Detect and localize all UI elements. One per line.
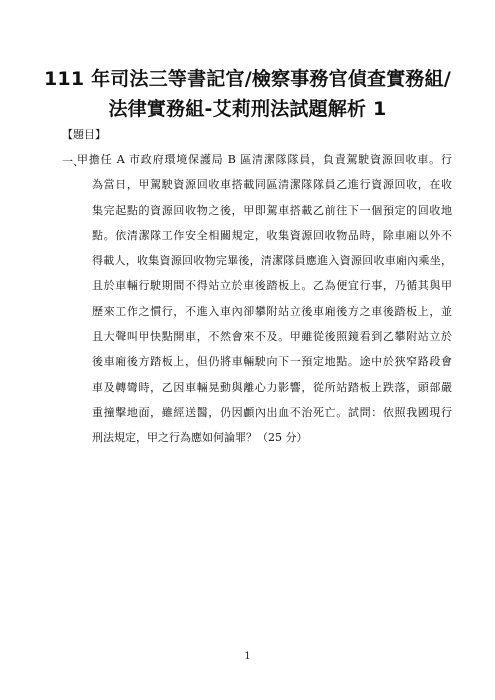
question-line: 點。依清潔隊工作安全相關規定，收集資源回收物品時，除車廂以外不	[92, 228, 452, 242]
question-line: 且大聲叫甲快點開車，不然會來不及。甲雖從後照鏡看到乙攀附站立於	[92, 330, 452, 344]
page-number: 1	[244, 651, 251, 662]
question-line: 得載人，收集資源回收物完畢後，清潔隊員應進入資源回收車廂內乘坐，	[92, 254, 452, 268]
question-line: 歷來工作之慣行，不進入車內卻攀附站立後車廂後方之車後踏板上，並	[92, 304, 452, 318]
question-line: 車及轉彎時，乙因車輛晃動與離心力影響，從所站踏板上跌落，頭部嚴	[92, 380, 452, 394]
question-line: 甲擔任 A 市政府環境保護局 B 區清潔隊隊員，負責駕駛資源回收車。行	[77, 153, 452, 166]
question-line: 集完起點的資源回收物之後，甲即駕車搭載乙前往下一個預定的回收地	[92, 203, 452, 217]
question-line: 且於車輛行駛期間不得站立於車後踏板上。乙為便宜行事，乃循其與甲	[92, 279, 452, 293]
question-number: 一、	[62, 155, 84, 168]
question-line: 為當日，甲駕駛資源回收車搭載同區清潔隊隊員乙進行資源回收，在收	[92, 178, 452, 192]
question-line: 重撞擊地面，雖經送醫，仍因顱內出血不治死亡。試問：依照我國現行	[92, 405, 452, 419]
question-body	[77, 153, 452, 457]
question-line: 刑法規定，甲之行為應如何論罪？（25 分）	[92, 431, 308, 445]
document-title-line-1: 111 年司法三等書記官/檢察事務官偵查實務組/	[44, 68, 451, 90]
question-line: 後車廂後方踏板上，但仍將車輛駛向下一預定地點。途中於狹窄路段會	[92, 355, 452, 369]
document-title-line-2: 法律實務組-艾莉刑法試題解析 1	[108, 98, 387, 120]
section-label: 【題目】	[62, 128, 106, 141]
